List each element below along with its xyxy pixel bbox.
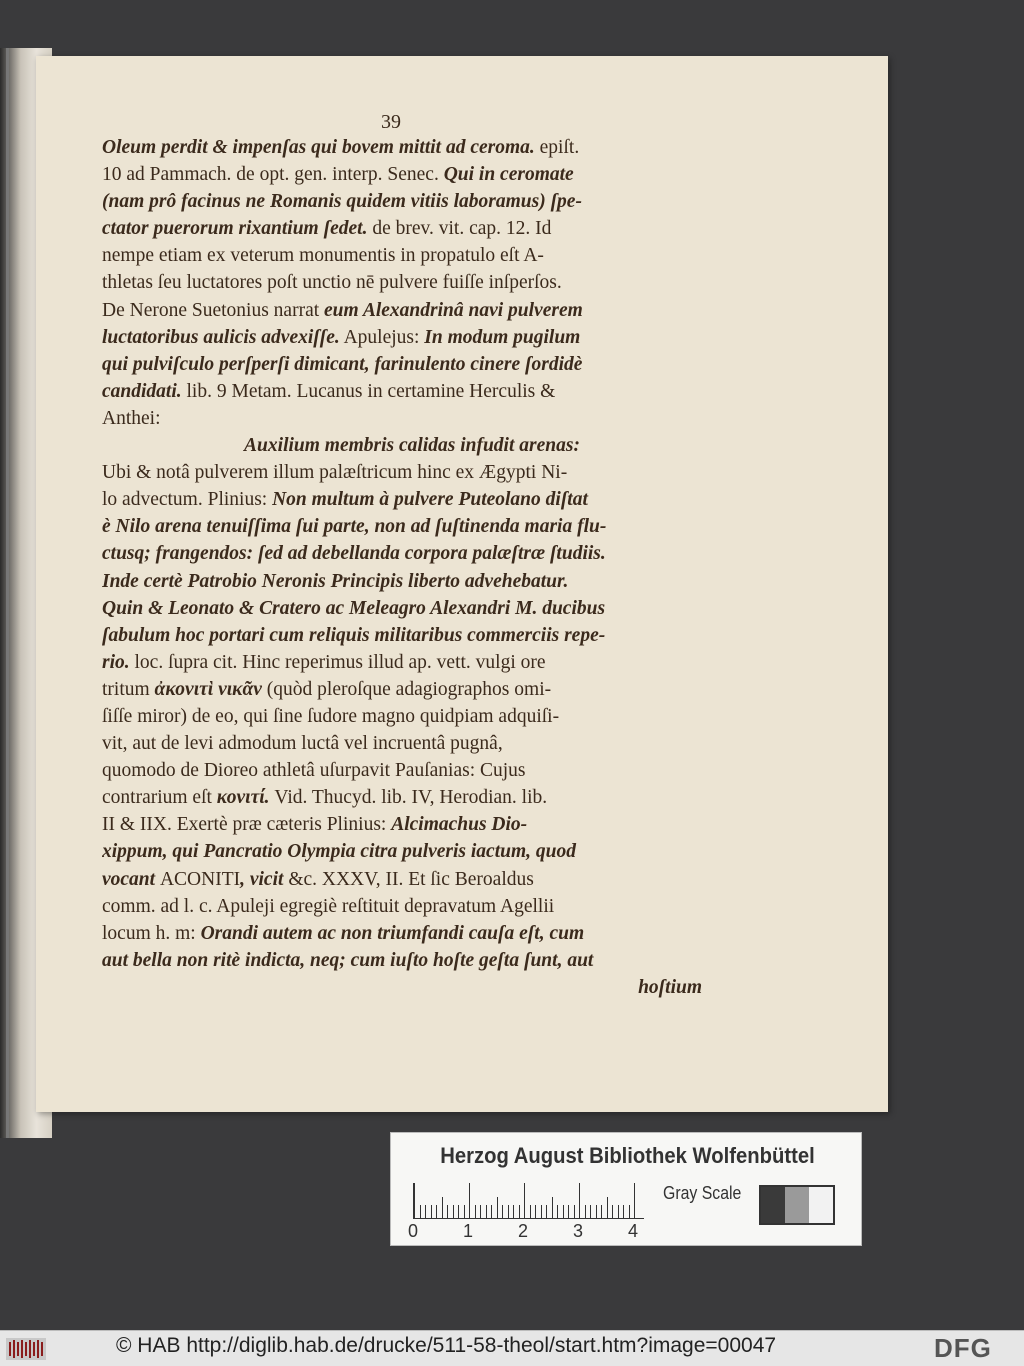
text-line [102, 622, 702, 649]
ruler-tick [414, 1183, 415, 1219]
ruler-number: 3 [572, 1221, 583, 1241]
ruler-tick [453, 1205, 454, 1219]
text-segment: Apulejus: [339, 326, 425, 348]
text-segment: Ubi & notâ pulverem illum palæſtricum hinc ex Ægypti Ni- [102, 462, 568, 484]
text-line [102, 486, 702, 513]
text-segment: II & IIX. Exertè præ cæteris Plinius: [102, 814, 392, 836]
text-segment: Alcimachus Dio- [391, 814, 528, 836]
ruler-tick [497, 1197, 498, 1219]
ruler-tick [508, 1205, 509, 1219]
gray-scale-step [761, 1187, 785, 1223]
ruler-number: 4 [627, 1221, 638, 1241]
ruler-tick [524, 1183, 525, 1219]
ruler-number: 1 [462, 1221, 473, 1241]
ruler-tick [563, 1205, 564, 1219]
text-segment: de brev. vit. cap. 12. Id [367, 218, 552, 240]
text-segment: loc. ſupra cit. Hinc reperimus illud ap. vett. vulgi ore [129, 651, 546, 673]
text-segment: tritum [102, 678, 155, 700]
library-label-card [390, 1132, 862, 1246]
text-segment: locum h. m: [102, 922, 201, 944]
ruler-tick [623, 1205, 624, 1219]
text-line [102, 893, 702, 920]
page-text-block [102, 110, 702, 1001]
text-segment: xippum, qui Pancratio Olympia citra pulveris iactum, quod [102, 841, 576, 863]
measurement-ruler [413, 1183, 644, 1219]
ruler-tick [574, 1205, 575, 1219]
text-line [102, 703, 702, 730]
text-segment: ctusq; frangendos: ſed ad debellanda corpora palæſtræ ſtudiis. [102, 543, 606, 565]
text-line [102, 351, 702, 378]
text-line [102, 568, 702, 595]
dfg-logo: DFG [934, 1333, 992, 1363]
text-line [102, 405, 702, 432]
ruler-tick [442, 1197, 443, 1219]
ruler-tick [541, 1205, 542, 1219]
text-segment: Non multum à pulvere Puteolano diſtat [272, 489, 588, 511]
ruler-tick [436, 1205, 437, 1219]
viewer-footer [0, 1330, 1024, 1366]
ruler-tick [502, 1205, 503, 1219]
text-line [102, 540, 702, 567]
text-line [102, 649, 702, 676]
ruler-tick [596, 1205, 597, 1219]
text-segment: ACONITI [159, 868, 241, 890]
text-segment: vocant [102, 868, 160, 890]
ruler-tick [447, 1205, 448, 1219]
text-line [102, 188, 702, 215]
text-segment: è Nilo arena tenuiſſima ſui parte, non ad ſuſtinenda maria flu- [102, 516, 607, 538]
text-segment: qui pulviſculo perſperſi dimicant, farinulento cinere ſordidè [102, 353, 583, 375]
ruler-tick [579, 1183, 580, 1219]
text-segment: vit, aut de levi admodum luctâ vel incruentâ pugnâ, [102, 733, 503, 755]
text-segment: (quòd pleroſque adagiographos omi- [261, 678, 552, 700]
text-line [102, 676, 702, 703]
ruler-tick [491, 1205, 492, 1219]
binding-strip [6, 48, 9, 1138]
footer-copyright-url[interactable]: © HAB http://diglib.hab.de/drucke/511-58-theol/start.htm?image=00047 [116, 1334, 777, 1357]
ruler-tick [458, 1205, 459, 1219]
text-segment: candidati. [102, 380, 182, 402]
text-segment: Auxilium membris calidas infudit arenas: [244, 435, 580, 457]
ruler-tick [475, 1205, 476, 1219]
ruler-tick [464, 1205, 465, 1219]
text-segment: (nam prô facinus ne Romanis quidem vitiis laboramus) ſpe- [102, 191, 582, 213]
gray-scale-swatch [759, 1185, 835, 1225]
ruler-tick [629, 1205, 630, 1219]
text-segment: luctatoribus aulicis advexiſſe. [102, 326, 340, 348]
gray-scale-step [809, 1187, 833, 1223]
text-segment: Vid. Thucyd. lib. IV, Herodian. lib. [269, 787, 548, 809]
text-line [102, 866, 702, 893]
text-line [102, 595, 702, 622]
text-line [102, 161, 702, 188]
text-segment: rio. [102, 651, 130, 673]
text-line [102, 459, 702, 486]
text-segment: Orandi autem ac non triumfandi cauſa eſt, cum [200, 922, 585, 944]
text-segment: hoſtium [638, 976, 702, 998]
text-segment: comm. ad l. c. Apuleji egregiè reſtituit depravatum Agellii [102, 895, 555, 917]
text-segment: Quin & Leonato & Cratero ac Meleagro Alexandri M. ducibus [102, 597, 606, 619]
text-segment: Anthei: [102, 407, 161, 429]
text-segment: Oleum perdit & impenſas qui bovem mittit ad ceroma. [102, 137, 535, 158]
ruler-tick [568, 1205, 569, 1219]
ruler-tick [486, 1205, 487, 1219]
ruler-tick [513, 1205, 514, 1219]
ruler-tick [557, 1205, 558, 1219]
ruler-tick [601, 1205, 602, 1219]
ruler-number: 0 [407, 1221, 418, 1241]
text-segment: ἀκονιτὶ νικᾶν [154, 678, 262, 700]
ruler-tick [535, 1205, 536, 1219]
text-segment: In modum pugilum [424, 326, 581, 348]
text-line [102, 784, 702, 811]
text-line [102, 811, 702, 838]
text-line [102, 378, 702, 405]
text-line [102, 757, 702, 784]
ruler-tick [585, 1205, 586, 1219]
hab-logo-icon [6, 1336, 46, 1362]
text-segment: lo advectum. Plinius: [102, 489, 273, 511]
ruler-tick [552, 1197, 553, 1219]
text-line [102, 513, 702, 540]
gray-scale-label: Gray Scale [663, 1183, 742, 1203]
text-line [102, 432, 702, 459]
ruler-tick [546, 1205, 547, 1219]
text-segment: nempe etiam ex veterum monumentis in propatulo eſt A- [102, 245, 544, 267]
text-line [102, 269, 702, 296]
ruler-tick [612, 1205, 613, 1219]
text-segment: ſabulum hoc portari cum reliquis militaribus commerciis repe- [102, 624, 606, 646]
text-segment: Inde certè Patrobio Neronis Principis liberto advehebatur. [102, 570, 569, 592]
text-segment: contrarium eſt [102, 787, 217, 809]
text-segment: , vicit [240, 868, 284, 890]
ruler-tick [530, 1205, 531, 1219]
text-line [102, 974, 702, 1001]
text-segment: aut bella non ritè indicta, neq; cum iuſto hoſte geſta ſunt, aut [102, 949, 594, 971]
text-segment: epiſt. [534, 137, 580, 158]
text-segment: κονιτί. [216, 787, 270, 809]
ruler-tick [431, 1205, 432, 1219]
text-line [102, 215, 702, 242]
text-segment: ſiſſe miror) de eo, qui ſine ſudore magno quidpiam adquiſi- [102, 705, 560, 727]
book-page [36, 56, 888, 1112]
text-segment: &c. XXXV, II. Et ſic Beroaldus [283, 868, 534, 890]
text-line [102, 324, 702, 351]
ruler-tick [618, 1205, 619, 1219]
ruler-tick [425, 1205, 426, 1219]
text-segment: De Nerone Suetonius narrat [102, 299, 325, 321]
text-segment: lib. 9 Metam. Lucanus in certamine Herculis & [181, 380, 556, 402]
text-segment: Qui in ceromate [443, 164, 574, 186]
text-line [102, 730, 702, 757]
ruler-tick [480, 1205, 481, 1219]
text-line [102, 947, 702, 974]
text-line [102, 838, 702, 865]
page-number: 39 [381, 111, 401, 133]
gray-scale-step [785, 1187, 809, 1223]
text-line [102, 920, 702, 947]
library-name: Herzog August Bibliothek Wolfenbüttel [440, 1143, 815, 1168]
text-segment: ctator puerorum rixantium ſedet. [102, 218, 368, 240]
ruler-tick [519, 1205, 520, 1219]
ruler-tick [420, 1205, 421, 1219]
ruler-tick [469, 1183, 470, 1219]
ruler-tick [607, 1197, 608, 1219]
text-segment: 10 ad Pammach. de opt. gen. interp. Senec. [102, 164, 444, 186]
page-lines [102, 134, 702, 1001]
text-line [102, 134, 702, 161]
text-line [102, 297, 702, 324]
ruler-tick [634, 1183, 635, 1219]
text-segment: thletas ſeu luctatores poſt unctio nē pulvere fuiſſe inſperſos. [102, 272, 562, 294]
text-line [102, 242, 702, 269]
ruler-number: 2 [517, 1221, 528, 1241]
text-segment: quomodo de Dioreo athletâ uſurpavit Pauſanias: Cujus [102, 760, 526, 782]
text-segment: eum Alexandrinâ navi pulverem [324, 299, 583, 321]
ruler-tick [590, 1205, 591, 1219]
